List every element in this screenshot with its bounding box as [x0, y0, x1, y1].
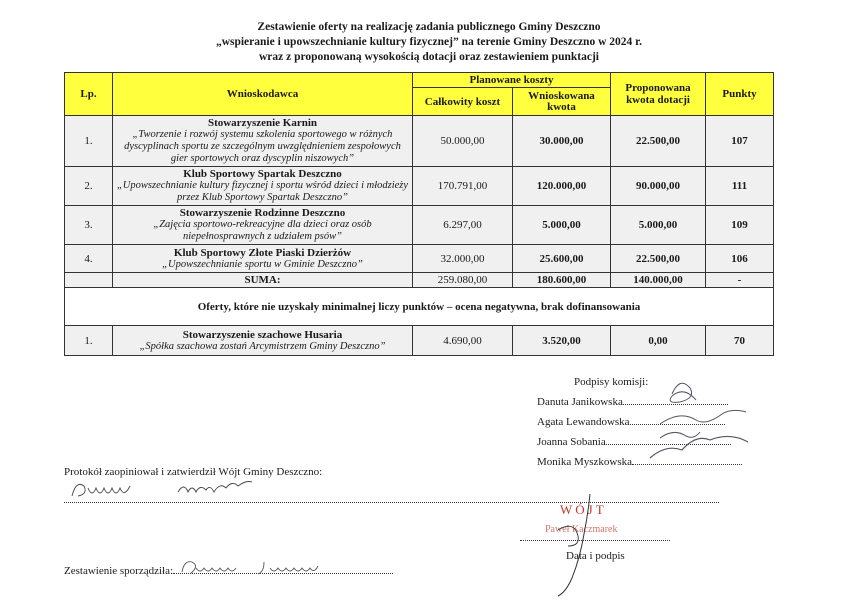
offers-table	[64, 72, 774, 356]
row-requested: 3.520,00	[513, 326, 611, 356]
row-applicant	[113, 206, 413, 245]
commission-member: Joanna Sobania	[537, 436, 731, 448]
commission-signatures-image	[620, 372, 770, 472]
header-wnioskodawca: Wnioskodawca	[113, 73, 413, 116]
applicant-name: Stowarzyszenie Rodzinne Deszczno	[179, 207, 346, 219]
table-row	[65, 167, 774, 206]
row-requested: 120.000,00	[513, 167, 611, 206]
row-lp: 1.	[65, 326, 113, 356]
row-total: 170.791,00	[413, 167, 513, 206]
row-proposed: 90.000,00	[611, 167, 706, 206]
table-row	[65, 116, 774, 167]
applicant-name: Klub Sportowy Spartak Deszczno	[183, 168, 342, 180]
table-row	[65, 206, 774, 245]
title-line-2: „wspieranie i upowszechnianie kultury fizycznej” na terenie Gminy Deszczno w 2024 r.	[215, 36, 643, 48]
table-row	[65, 245, 774, 273]
commission-member: Danuta Janikowska	[537, 396, 728, 408]
row-requested: 25.600,00	[513, 245, 611, 273]
sum-requested: 180.600,00	[513, 273, 611, 288]
sum-row	[65, 273, 774, 288]
task-title: „Upowszechnianie sportu w Gminie Deszczno”	[162, 258, 363, 270]
row-points: 70	[706, 326, 774, 356]
row-points: 107	[706, 116, 774, 167]
row-applicant	[113, 116, 413, 167]
title-line-1: Zestawienie oferty na realizację zadania publicznego Gminy Deszczno	[257, 21, 601, 33]
header-wnioskowana: Wnioskowana kwota	[513, 88, 611, 116]
task-title: „Zajęcia sportowo-rekreacyjne dla dzieci oraz osób niepełnosprawnych z udziałem psów”	[153, 219, 372, 242]
table-row	[65, 326, 774, 356]
negative-heading: Oferty, które nie uzyskały minimalnej liczy punktów – ocena negatywna, brak dofinansowania	[65, 288, 774, 326]
title-line-3: wraz z proponowaną wysokością dotacji oraz zestawieniem punktacji	[259, 51, 599, 63]
row-requested: 30.000,00	[513, 116, 611, 167]
protocol-text: Protokół zaopiniował i zatwierdził Wójt Gminy Deszczno:	[64, 466, 323, 478]
task-title: „Upowszechnianie kultury fizycznej i sportu wśród dzieci i młodzieży przez Klub Sportowy Spartak Deszczno”	[116, 180, 409, 203]
sum-points: -	[706, 273, 774, 288]
header-planowane: Planowane koszty	[413, 73, 611, 88]
row-applicant	[113, 167, 413, 206]
row-applicant	[113, 326, 413, 356]
task-title: „Spółka szachowa zostań Arcymistrzem Gminy Deszczno”	[139, 340, 386, 352]
commission-label: Podpisy komisji:	[574, 376, 649, 388]
opinion-handwriting-image	[68, 474, 288, 504]
row-total: 50.000,00	[413, 116, 513, 167]
task-title: „Tworzenie i rozwój systemu szkolenia sportowego w różnych dyscyplinach sportu ze szczególnym uwzględnieniem zespołowych gier sportowych oraz dyscyplin niszowych”	[124, 129, 401, 164]
document-title	[0, 20, 858, 65]
row-requested: 5.000,00	[513, 206, 611, 245]
row-total: 32.000,00	[413, 245, 513, 273]
sum-total: 259.080,00	[413, 273, 513, 288]
row-proposed: 22.500,00	[611, 116, 706, 167]
row-proposed: 5.000,00	[611, 206, 706, 245]
mayor-stamp-name: Paweł Kaczmarek	[545, 524, 618, 535]
applicant-name: Klub Sportowy Złote Piaski Dzierżów	[173, 246, 352, 259]
sum-proposed: 140.000,00	[611, 273, 706, 288]
commission-member: Monika Myszkowska	[537, 456, 742, 468]
row-proposed: 22.500,00	[611, 245, 706, 273]
mayor-signature-image	[528, 490, 618, 600]
row-lp: 2.	[65, 167, 113, 206]
commission-member: Agata Lewandowska	[537, 416, 725, 428]
prepared-handwriting-image	[178, 556, 378, 580]
applicant-name: Stowarzyszenie Karnin	[207, 117, 318, 129]
row-lp: 1.	[65, 116, 113, 167]
mayor-stamp-title: WÓJT	[560, 502, 607, 517]
header-punkty: Punkty	[706, 73, 774, 116]
header-calkowity: Całkowity koszt	[413, 88, 513, 116]
header-lp: Lp.	[65, 73, 113, 116]
row-total: 4.690,00	[413, 326, 513, 356]
sum-label: SUMA:	[113, 273, 413, 288]
row-lp: 3.	[65, 206, 113, 245]
row-total: 6.297,00	[413, 206, 513, 245]
header-proponowana: Proponowana kwota dotacji	[611, 73, 706, 116]
date-sign-label: Data i podpis	[566, 550, 625, 562]
row-lp: 4.	[65, 245, 113, 273]
row-points: 109	[706, 206, 774, 245]
prepared-label: Zestawienie sporządziła:	[64, 565, 393, 577]
applicant-name: Stowarzyszenie szachowe Husaria	[182, 328, 343, 341]
row-points: 111	[706, 167, 774, 206]
row-points: 106	[706, 245, 774, 273]
row-applicant	[113, 245, 413, 273]
row-proposed: 0,00	[611, 326, 706, 356]
